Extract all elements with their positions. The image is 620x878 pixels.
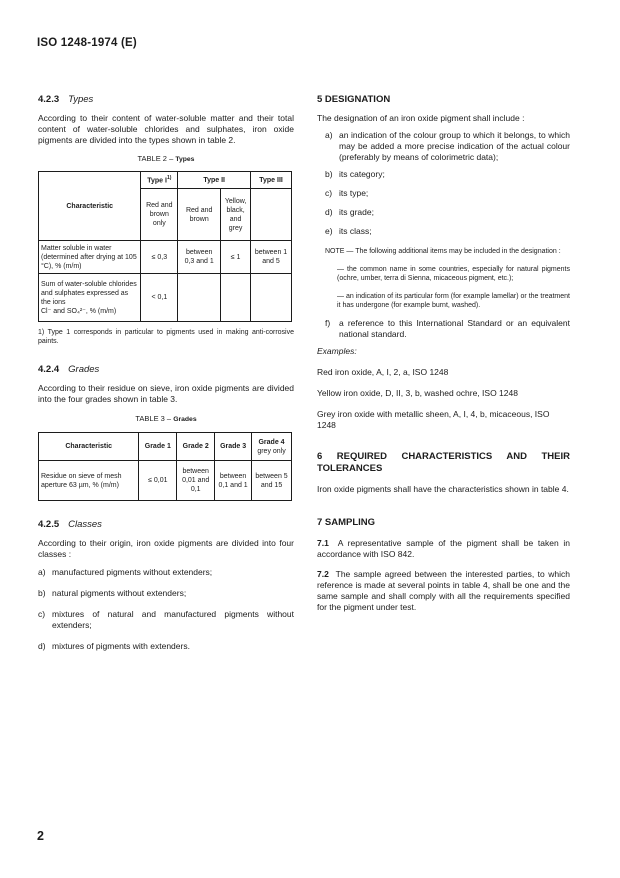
table2-row2-label-a: Sum of water-soluble chlorides and sulphates expressed as the ions	[41, 280, 137, 306]
classes-heading	[38, 519, 294, 531]
table2-sub-red-brown-only: Red and brown only	[141, 189, 178, 241]
grades-number: 4.2.4	[38, 364, 60, 375]
designation-intro: The designation of an iron oxide pigment shall include :	[317, 113, 525, 123]
classes-title: Classes	[68, 519, 102, 530]
sampling-heading: 7 SAMPLING	[317, 517, 376, 528]
designation-item-label: c)	[325, 188, 333, 198]
sampling-7-1-number: 7.1	[317, 538, 329, 548]
table2-sub-yellow-black-grey: Yellow, black, and grey	[221, 189, 251, 241]
table2-type3-header: Type III	[251, 172, 292, 189]
designation-item-text: an indication of the colour group to which it belongs, to which may be added a more precise indication of the actual colour (preferably by means of colorimetric data);	[339, 130, 570, 162]
right-column	[317, 92, 570, 613]
table2-row1-type3: between 1 and 5	[251, 241, 292, 274]
table2-sub-red-brown: Red and brown	[178, 189, 221, 241]
table2-type1-header	[141, 172, 178, 189]
table3-grade4-note: grey only	[257, 447, 286, 455]
classes-item-label: d)	[38, 641, 46, 651]
designation-item-text: its grade;	[339, 207, 374, 217]
table3-grade1-header: Grade 1	[139, 433, 177, 461]
table3-grade3-value: between 0,1 and 1	[215, 461, 252, 501]
classes-item	[38, 588, 294, 599]
table2-row1-type1: ≤ 0,3	[141, 241, 178, 274]
classes-item	[38, 609, 294, 631]
designation-note-item: — an indication of its particular form (for example lamellar) or the treatment it has undergone (for example burnt, washed).	[337, 293, 570, 309]
designation-item-label: e)	[325, 226, 333, 236]
sampling-7-1-text: A representative sample of the pigment shall be taken in accordance with ISO 842.	[317, 538, 570, 559]
designation-item	[325, 169, 570, 180]
classes-item	[38, 567, 294, 578]
table3-grade2-value: between 0,01 and 0,1	[177, 461, 215, 501]
example-line: Yellow iron oxide, D, II, 3, b, washed ochre, ISO 1248	[317, 388, 518, 398]
table2-row2-label	[39, 274, 141, 322]
table-3-grades	[38, 432, 292, 501]
table3-caption-title: Grades	[173, 416, 197, 423]
grades-title: Grades	[68, 364, 100, 375]
classes-item-text: manufactured pigments without extenders;	[52, 567, 213, 577]
types-title: Types	[68, 94, 94, 105]
designation-note-intro: NOTE — The following additional items may be included in the designation :	[325, 248, 561, 255]
table3-grade4-value: between 5 and 15	[252, 461, 292, 501]
designation-item	[325, 188, 570, 199]
classes-item-label: c)	[38, 609, 46, 619]
types-number: 4.2.3	[38, 94, 60, 105]
table2-caption-title: Types	[175, 156, 195, 163]
table-2-types	[38, 171, 292, 322]
sampling-7-2-number: 7.2	[317, 569, 329, 579]
sampling-7-2	[317, 569, 570, 613]
designation-note-item: — the common name in some countries, especially for natural pigments (ochre, umber, terra di Sienna, micaceous pigment, etc.);	[337, 266, 570, 282]
examples-label: Examples:	[317, 346, 357, 356]
table2-row1-type2b: ≤ 1	[221, 241, 251, 274]
table3-caption-num: TABLE 3	[135, 414, 165, 423]
table2-row2-cell-empty-3	[251, 274, 292, 322]
table2-row1-label: Matter soluble in water (determined after drying at 105 °C), % (m/m)	[39, 241, 141, 274]
designation-heading: 5 DESIGNATION	[317, 94, 391, 105]
designation-item-f-label: f)	[325, 318, 331, 328]
example-line: Grey iron oxide with metallic sheen, A, I, 4, b, micaceous, ISO 1248	[317, 409, 550, 430]
table3-grade4-label: Grade 4	[258, 438, 285, 446]
table3-grade3-header: Grade 3	[215, 433, 252, 461]
classes-item-label: a)	[38, 567, 46, 577]
designation-item	[325, 226, 570, 237]
table2-row2-type1: < 0,1	[141, 274, 178, 322]
classes-item-text: mixtures of natural and manufactured pigments without extenders;	[52, 609, 294, 630]
table2-row1-type2a: between 0,3 and 1	[178, 241, 221, 274]
designation-note	[317, 247, 570, 310]
table3-grade2-header: Grade 2	[177, 433, 215, 461]
table2-row2-cell-empty-1	[178, 274, 221, 322]
classes-item	[38, 641, 294, 652]
table2-characteristic-header: Characteristic	[39, 172, 141, 241]
classes-item-text: natural pigments without extenders;	[52, 588, 187, 598]
table2-type1-footmark: 1)	[166, 175, 172, 182]
table3-row-label: Residue on sieve of mesh aperture 63 µm, % (m/m)	[39, 461, 139, 501]
designation-item-label: d)	[325, 207, 333, 217]
table2-type1-label: Type I	[147, 177, 167, 185]
table3-grade1-value: ≤ 0,01	[139, 461, 177, 501]
table2-caption-num: TABLE 2	[137, 154, 167, 163]
designation-item-f	[325, 318, 570, 340]
grades-heading	[38, 364, 294, 376]
classes-list	[38, 567, 294, 652]
classes-number: 4.2.5	[38, 519, 60, 530]
table2-type2-header: Type II	[178, 172, 251, 189]
table2-sub-type3-empty	[251, 189, 292, 241]
table2-caption: TABLE 2 – Types	[137, 154, 195, 163]
required-text: Iron oxide pigments shall have the characteristics shown in table 4.	[317, 484, 569, 494]
designation-item-text: its class;	[339, 226, 372, 236]
table3-grade4-header	[252, 433, 292, 461]
page-number: 2	[37, 829, 44, 843]
classes-item-label: b)	[38, 588, 46, 598]
table3-caption: TABLE 3 – Grades	[135, 414, 197, 423]
designation-item	[325, 207, 570, 218]
sampling-7-1	[317, 538, 570, 560]
designation-item-text: its category;	[339, 169, 385, 179]
designation-list	[317, 130, 570, 237]
designation-item-label: a)	[325, 130, 333, 140]
standard-header: ISO 1248-1974 (E)	[37, 37, 137, 49]
table2-row2-label-b: Cl⁻ and SO₄²⁻, % (m/m)	[41, 307, 117, 315]
designation-item-label: b)	[325, 169, 333, 179]
types-intro: According to their content of water-soluble matter and their total content of water-soluble chlorides and sulphates, iron oxide pigments are divided into the types shown in table 2.	[38, 113, 294, 145]
types-heading	[38, 94, 294, 106]
designation-item	[325, 130, 570, 163]
grades-intro: According to their residue on sieve, iron oxide pigments are divided into the four grades shown in table 3.	[38, 383, 294, 404]
table2-row2-cell-empty-2	[221, 274, 251, 322]
classes-item-text: mixtures of pigments with extenders.	[52, 641, 190, 651]
designation-item-text: its type;	[339, 188, 369, 198]
table3-characteristic-header: Characteristic	[39, 433, 139, 461]
sampling-7-2-text: The sample agreed between the interested parties, to which reference is made at several points in table 4, shall be one and the same sample and shall comply with all the requirements specified for the pigment under test.	[317, 569, 570, 612]
table2-footnote: 1) Type 1 corresponds in particular to pigments used in making anti-corrosive paints.	[38, 329, 294, 345]
classes-intro: According to their origin, iron oxide pigments are divided into four classes :	[38, 538, 294, 559]
example-line: Red iron oxide, A, I, 2, a, ISO 1248	[317, 367, 449, 377]
required-heading: 6 REQUIRED CHARACTERISTICS AND THEIR TOLERANCES	[317, 451, 570, 474]
left-column	[38, 92, 294, 652]
designation-item-f-text: a reference to this International Standard or an equivalent national standard.	[339, 318, 570, 339]
